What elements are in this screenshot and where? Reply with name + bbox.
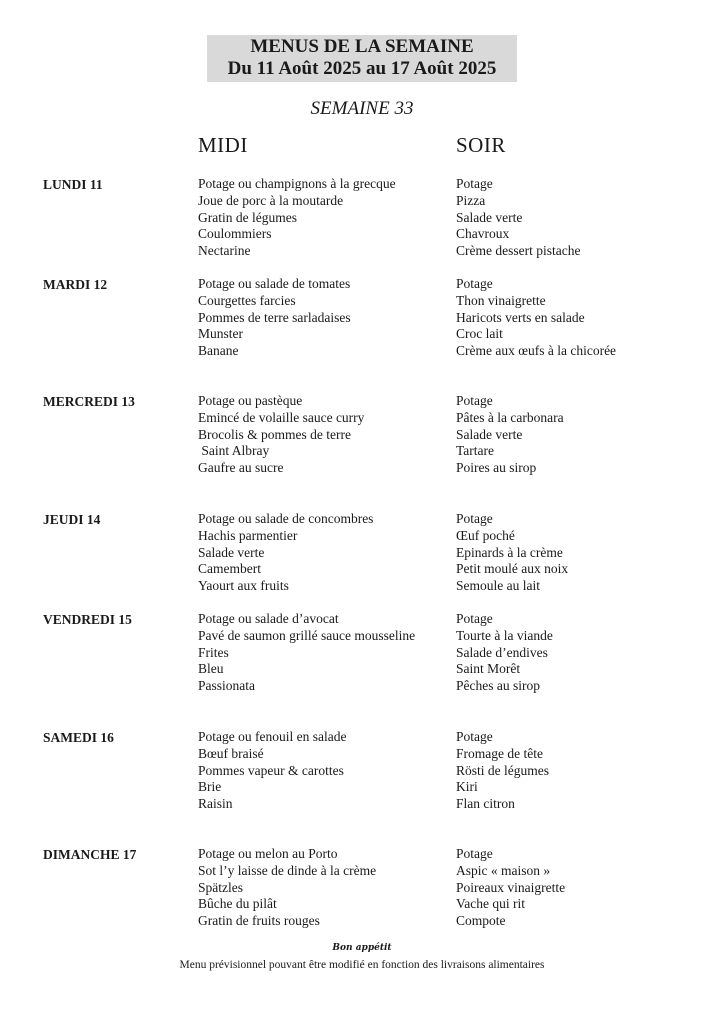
dish: Potage ou pastèque xyxy=(198,393,303,408)
dish: Potage xyxy=(456,846,493,861)
dish: Nectarine xyxy=(198,243,251,259)
midi-dishes xyxy=(198,276,351,360)
column-header-soir: SOIR xyxy=(456,133,506,157)
day-block-lundi xyxy=(0,176,724,266)
dish: Potage ou fenouil en salade xyxy=(198,729,347,744)
midi-dishes xyxy=(198,393,364,477)
dish: Tartare xyxy=(456,443,495,459)
soir-dishes xyxy=(456,176,580,260)
dish: Spätzles xyxy=(198,879,243,895)
dish: Salade verte xyxy=(456,426,523,442)
soir-dishes xyxy=(456,276,616,360)
dish: Flan citron xyxy=(456,796,515,812)
dish: Aspic « maison » xyxy=(456,862,551,878)
dish: Semoule au lait xyxy=(456,578,540,594)
day-block-vendredi xyxy=(0,611,724,701)
dish: Raisin xyxy=(198,796,233,812)
dish: Pommes vapeur & carottes xyxy=(198,762,344,778)
dish: Brie xyxy=(198,779,222,795)
dish: Kiri xyxy=(456,779,478,795)
day-label: SAMEDI 16 xyxy=(43,730,114,745)
dish: Chavroux xyxy=(456,226,510,242)
dish: Potage xyxy=(456,729,493,744)
menu-title-block xyxy=(207,35,517,82)
dish: Gratin de légumes xyxy=(198,209,297,225)
dish: Potage xyxy=(456,276,493,291)
dish: Œuf poché xyxy=(456,527,515,543)
dish: Haricots verts en salade xyxy=(456,309,585,325)
dish: Crème dessert pistache xyxy=(456,243,581,259)
dish: Salade d’endives xyxy=(456,644,548,660)
dish: Potage xyxy=(456,511,493,526)
dish: Poires au sirop xyxy=(456,460,537,476)
dish: Potage xyxy=(456,393,493,408)
soir-dishes xyxy=(456,611,553,695)
soir-dishes xyxy=(456,393,564,477)
dish: Bûche du pilât xyxy=(198,896,277,912)
dish: Banane xyxy=(198,343,239,359)
dish: Bœuf braisé xyxy=(198,745,264,761)
dish: Potage ou salade d’avocat xyxy=(198,611,339,626)
dish: Potage ou champignons à la grecque xyxy=(198,176,396,191)
dish: Frites xyxy=(198,644,229,660)
dish: Pommes de terre sarladaises xyxy=(198,309,351,325)
dish: Yaourt aux fruits xyxy=(198,578,289,594)
day-label: MARDI 12 xyxy=(43,277,108,292)
menu-title: MENUS DE LA SEMAINE xyxy=(250,36,474,57)
day-block-dimanche xyxy=(0,846,724,936)
dish: Pâtes à la carbonara xyxy=(456,409,564,425)
midi-dishes xyxy=(198,729,346,813)
footer-note: Menu prévisionnel pouvant être modifié en fonction des livraisons alimentaires xyxy=(179,959,545,971)
day-label: DIMANCHE 17 xyxy=(43,847,137,862)
dish: Pêches au sirop xyxy=(456,678,540,694)
dish: Sot l’y laisse de dinde à la crème xyxy=(198,862,377,878)
dish: Thon vinaigrette xyxy=(456,292,546,308)
dish: Pavé de saumon grillé sauce mousseline xyxy=(198,627,416,643)
dish: Pizza xyxy=(456,192,486,208)
soir-dishes xyxy=(456,846,565,930)
dish: Hachis parmentier xyxy=(198,527,298,543)
dish: Munster xyxy=(198,326,243,342)
dish: Fromage de tête xyxy=(456,745,543,761)
column-header-midi: MIDI xyxy=(198,133,248,157)
dish: Potage ou melon au Porto xyxy=(198,846,338,861)
dish: Rösti de légumes xyxy=(456,762,549,778)
dish: Petit moulé aux noix xyxy=(456,561,569,577)
dish: Potage ou salade de tomates xyxy=(198,276,351,291)
dish: Croc lait xyxy=(456,326,503,342)
dish: Camembert xyxy=(198,561,261,577)
dish: Bleu xyxy=(198,661,224,677)
day-block-mercredi xyxy=(0,393,724,483)
dish: Saint Albray xyxy=(198,443,270,459)
day-label: JEUDI 14 xyxy=(43,512,101,527)
midi-dishes xyxy=(198,176,396,260)
menu-date-range: Du 11 Août 2025 au 17 Août 2025 xyxy=(227,58,497,79)
dish: Potage xyxy=(456,176,493,191)
soir-dishes xyxy=(456,511,568,595)
day-label: LUNDI 11 xyxy=(43,177,103,192)
dish: Passionata xyxy=(198,678,255,694)
dish: Salade verte xyxy=(456,209,523,225)
midi-dishes xyxy=(198,611,415,695)
dish: Epinards à la crème xyxy=(456,544,563,560)
dish: Gratin de fruits rouges xyxy=(198,913,320,929)
dish: Courgettes farcies xyxy=(198,292,296,308)
dish: Vache qui rit xyxy=(456,896,525,912)
bon-appetit-text: Bon appétit xyxy=(332,943,392,953)
dish: Potage ou salade de concombres xyxy=(198,511,374,526)
dish: Crème aux œufs à la chicorée xyxy=(456,343,617,359)
dish: Emincé de volaille sauce curry xyxy=(198,409,365,425)
day-block-samedi xyxy=(0,729,724,819)
dish: Compote xyxy=(456,913,506,929)
dish: Tourte à la viande xyxy=(456,627,553,643)
dish: Gaufre au sucre xyxy=(198,460,284,476)
week-number: SEMAINE 33 xyxy=(310,98,414,119)
dish: Coulommiers xyxy=(198,226,272,242)
dish: Brocolis & pommes de terre xyxy=(198,426,351,442)
day-label: MERCREDI 13 xyxy=(43,394,135,409)
dish: Poireaux vinaigrette xyxy=(456,879,566,895)
day-block-mardi xyxy=(0,276,724,366)
midi-dishes xyxy=(198,511,373,595)
dish: Saint Morêt xyxy=(456,661,521,677)
soir-dishes xyxy=(456,729,549,813)
dish: Salade verte xyxy=(198,544,265,560)
dish: Potage xyxy=(456,611,493,626)
dish: Joue de porc à la moutarde xyxy=(198,192,344,208)
day-label: VENDREDI 15 xyxy=(43,612,132,627)
day-block-jeudi xyxy=(0,511,724,601)
midi-dishes xyxy=(198,846,376,930)
